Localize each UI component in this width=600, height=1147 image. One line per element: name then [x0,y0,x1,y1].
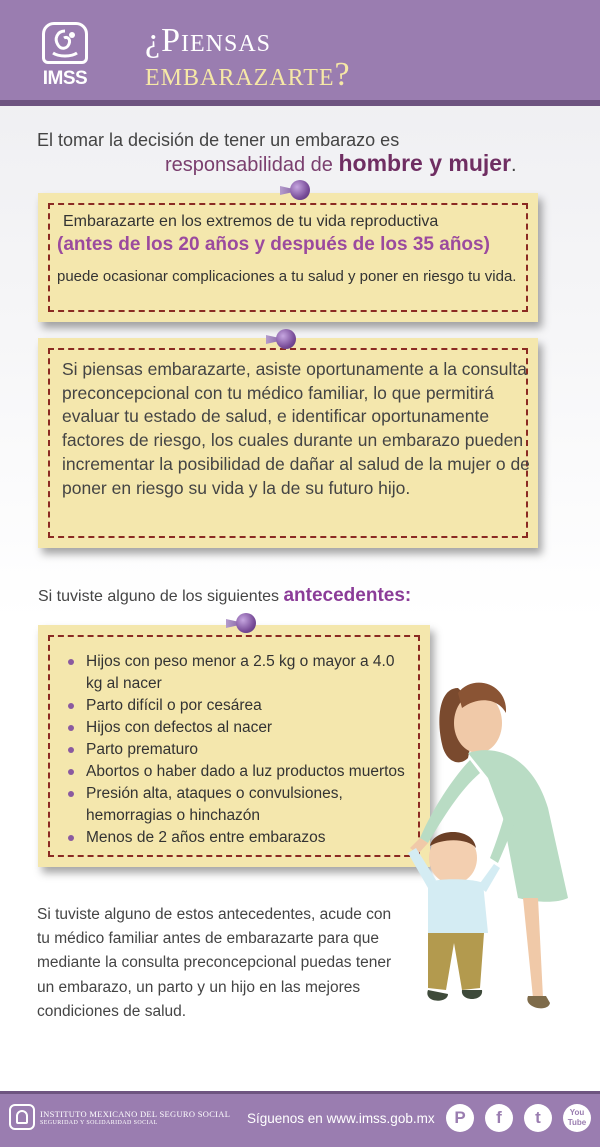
intro-line2-strong: hombre y mujer [338,150,512,176]
page-title-line1: ¿Piensas [145,22,272,59]
imss-footer-emblem-icon[interactable] [9,1104,35,1130]
card1-line3: puede ocasionar complicaciones a tu salud y poner en riesgo tu vida. [57,268,517,285]
list-item: Hijos con defectos al nacer [68,717,413,739]
mother-child-illustration [398,668,588,1038]
intro-line2 [165,150,517,177]
card2-text: Si piensas embarazarte, asiste oportunamente a la consulta preconcepcional con tu médico familiar, lo que permitirá evaluar tu estado de salud, e identificar oportunamente factores de riesgo, los cuales durante un embarazo pueden incrementar la posibilidad de dañar al salud de la mujer o de poner en riesgo su vida y la de su futuro hijo. [62,359,530,498]
card1-highlight: (antes de los 20 años y después de los 35 años) [57,234,490,255]
list-item: Presión alta, ataques o convulsiones, hemorragias o hinchazón [68,783,413,827]
intro-line2-suffix: . [511,154,517,176]
intro-line1: El tomar la decisión de tener un embarazo es [37,130,400,150]
bullet-icon [68,791,74,797]
youtube-icon[interactable]: You Tube [563,1104,591,1132]
list-item: Parto prematuro [68,739,413,761]
imss-emblem-icon [42,22,88,64]
bullet-icon [68,659,74,665]
closing-text: Si tuviste alguno de estos antecedentes, acude con tu médico familiar antes de embarazarte para que mediante la consulta preconcepcional puedas tener un embarazo, un parto y un hijo en las mejores condiciones de salud. [37,906,392,1020]
twitter-icon[interactable]: t [524,1104,552,1132]
antecedentes-title-prefix: Si tuviste alguno de los siguientes [38,588,284,605]
imss-logo[interactable] [40,22,90,90]
bullet-icon [68,725,74,731]
logo-text: IMSS [42,68,88,89]
bullet-icon [68,769,74,775]
bullet-icon [68,835,74,841]
antecedentes-title-strong: antecedentes: [283,585,412,606]
pinterest-icon[interactable]: P [446,1104,474,1132]
intro-line2-prefix: responsabilidad de [165,154,339,176]
list-item: Parto difícil o por cesárea [68,695,413,717]
antecedentes-title [38,585,411,607]
antecedentes-list [68,651,413,849]
pushpin-icon [280,180,310,200]
footer-follow-link[interactable]: Síguenos en www.imss.gob.mx [247,1111,435,1126]
bullet-icon [68,703,74,709]
bullet-icon [68,747,74,753]
pushpin-icon [226,613,256,633]
list-item: Menos de 2 años entre embarazos [68,827,413,849]
pushpin-icon [266,329,296,349]
facebook-icon[interactable]: f [485,1104,513,1132]
header-divider [0,100,600,106]
footer-institution-tagline: SEGURIDAD Y SOLIDARIDAD SOCIAL [40,1120,158,1126]
list-item: Abortos o haber dado a luz productos muertos [68,761,413,783]
card1-line1: Embarazarte en los extremos de tu vida reproductiva [63,213,439,230]
list-item: Hijos con peso menor a 2.5 kg o mayor a 4.0 kg al nacer [68,651,413,695]
footer-institution-name: INSTITUTO MEXICANO DEL SEGURO SOCIAL [40,1109,231,1119]
page-title-line2: embarazarte? [145,56,351,93]
